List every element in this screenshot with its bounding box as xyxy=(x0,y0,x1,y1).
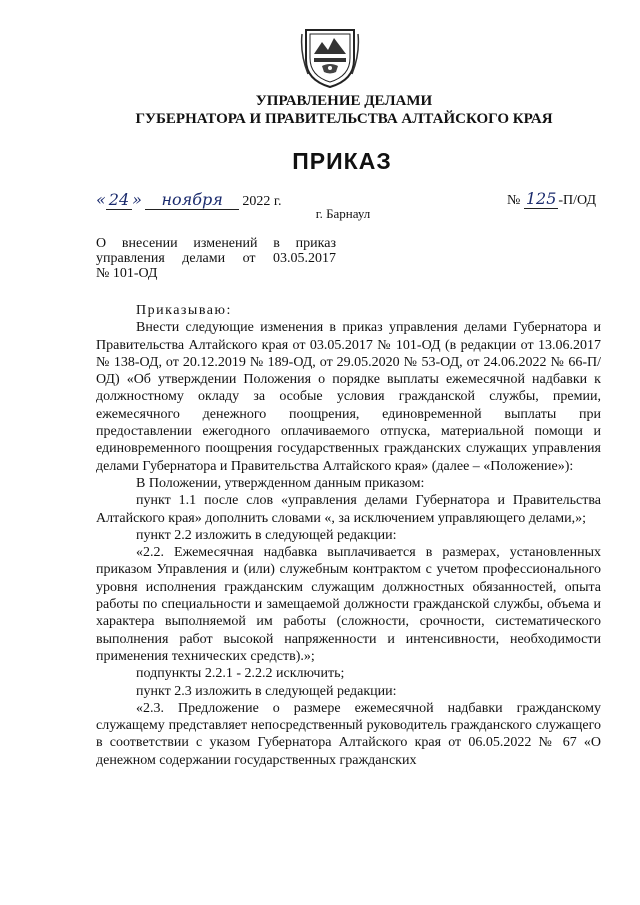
paragraph-3: пункт 1.1 после слов «управления делами Губернатора и Правительства Алтайского края» дополнить словами «, за исключением управляющего делами,»; xyxy=(96,493,601,526)
document-title xyxy=(0,148,640,175)
paragraph-4: пункт 2.2 изложить в следующей редакции: xyxy=(136,527,397,543)
coat-of-arms-emblem xyxy=(300,24,360,90)
order-word: Приказываю: xyxy=(136,303,232,318)
subject-line-2: управления делами от 03.05.2017 xyxy=(96,251,336,266)
organization-name xyxy=(0,92,640,128)
paragraph-1: Внести следующие изменения в приказ управления делами Губернатора и Правительства Алтайского края от 03.05.2017 № 101-ОД (в редакции от 13.06.2017 № 138-ОД, от 20.12.2019 № 189-ОД, от 29.05.2020 № 53-ОД, от 24.06.2022 № 66-П/ОД) «Об утверждении Положения о порядке выплаты ежемесячной надбавки к должностному окладу за особые условия гражданской службы, премии, ежемесячного денежного поощрения, единовременной выплаты при предоставлении ежегодного оплачиваемого отпуска, материальной помощи и единовременного поощрения государственных гражданских служащих управления делами Губернатора и Правительства Алтайского края» (далее – «Положение»): xyxy=(96,320,601,474)
document-body xyxy=(96,302,601,769)
city: г. Барнаул xyxy=(315,206,371,221)
paragraph-6: подпункты 2.2.1 - 2.2.2 исключить; xyxy=(136,666,345,682)
org-line-1: УПРАВЛЕНИЕ ДЕЛАМИ xyxy=(255,93,433,109)
date-day: 24 xyxy=(106,191,132,210)
subject-block xyxy=(96,236,336,281)
document-date: « 24 » ноября 2022 г. xyxy=(96,190,282,209)
org-line-2: ГУБЕРНАТОРА И ПРАВИТЕЛЬСТВА АЛТАЙСКОГО КРАЯ xyxy=(135,111,553,127)
subject-line-1: О внесении изменений в приказ xyxy=(96,236,336,251)
paragraph-5: «2.2. Ежемесячная надбавка выплачивается в размерах, установленных приказом Управления и (или) служебным контрактом с учетом профессионального уровня исполнения гражданским служащим должностных обязанностей, опыта работы по специальности и замещаемой должности гражданской службы, объема и характера выполняемой им работы (сложности, срочности, систематического выполнения работ высокой напряженности и интенсивности, необходимости применения технических средств).»; xyxy=(96,545,601,664)
number-prefix: № xyxy=(506,193,521,208)
date-month: ноября xyxy=(145,191,238,210)
doc-type: ПРИКАЗ xyxy=(292,148,392,174)
city-line xyxy=(0,206,640,222)
paragraph-2: В Положении, утвержденном данным приказом: xyxy=(136,475,425,491)
paragraph-8: «2.3. Предложение о размере ежемесячной надбавки гражданскому служащему представляет непосредственный руководитель гражданского служащего в соответствии с указом Губернатора Алтайского края от 06.05.2022 № 67 «О денежном содержании государственных гражданских xyxy=(96,700,601,768)
date-year: 2022 г. xyxy=(242,194,282,209)
subject-line-3: № 101-ОД xyxy=(96,266,158,281)
number-suffix: -П/ОД xyxy=(558,193,596,208)
paragraph-7: пункт 2.3 изложить в следующей редакции: xyxy=(136,683,397,699)
number-value: 125 xyxy=(525,189,557,208)
